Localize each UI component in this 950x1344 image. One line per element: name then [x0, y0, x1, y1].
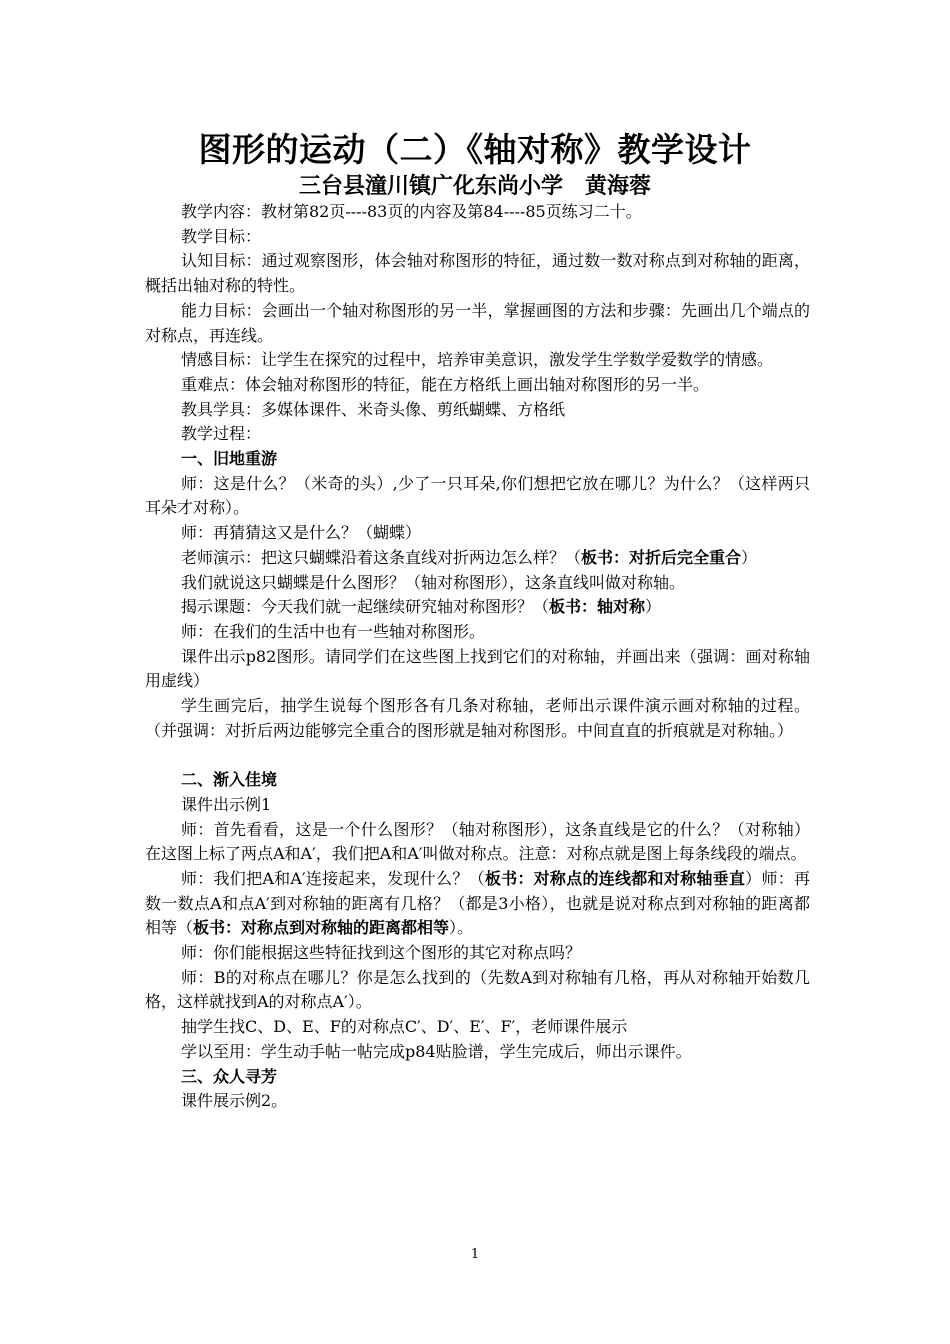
- page-number: 1: [470, 1247, 480, 1262]
- section-heading-text: 二、渐入佳境: [181, 770, 278, 790]
- paragraph-text: ）: [645, 597, 662, 617]
- board-note: 板书：轴对称: [549, 597, 646, 617]
- paragraph: [145, 1015, 810, 1040]
- paragraph-text: 师：再猜猜这又是什么？（蝴蝶）: [181, 523, 422, 543]
- paragraph: [145, 645, 810, 694]
- paragraph-text: ）。: [449, 918, 474, 938]
- paragraph: [145, 299, 810, 348]
- paragraph-text: 能力目标：会画出一个轴对称图形的另一半，掌握画图的方法和步骤：先画出几个端点的对称点，再连线。: [145, 300, 810, 345]
- paragraph: [145, 867, 810, 941]
- paragraph: [145, 200, 810, 225]
- paragraph-text: ）师：再数一数点A和点A′到对称轴的距离有几格？（都是3小格），也就是说对称点到对称轴的距离都相等（: [145, 868, 810, 938]
- document-body: [145, 200, 810, 1114]
- paragraph-text: 课件展示例2。: [181, 1091, 288, 1111]
- section-heading: [145, 768, 810, 793]
- paragraph: [145, 941, 810, 966]
- paragraph-text: 学以至用：学生动手帖一帖完成p84贴脸谱，学生完成后，师出示课件。: [181, 1041, 692, 1061]
- paragraph-text: 师：我们把A和A′连接起来，发现什么？（: [181, 868, 485, 888]
- paragraph-text: 师：这是什么？（米奇的头）,少了一只耳朵,你们想把它放在哪儿？为什么？（这样两只耳朵才对称）。: [145, 473, 810, 518]
- paragraph: [145, 966, 810, 1015]
- paragraph-text: 课件出示p82图形。请同学们在这些图上找到它们的对称轴，并画出来（强调：画对称轴用虚线）: [145, 646, 810, 691]
- paragraph: [145, 373, 810, 398]
- paragraph: [145, 472, 810, 521]
- paragraph: [145, 818, 810, 867]
- paragraph-text: 师：首先看看，这是一个什么图形？（轴对称图形），这条直线是它的什么？（对称轴）在这图上标了两点A和A′，我们把A和A′叫做对称点。注意：对称点就是图上每条线段的端点。: [145, 819, 810, 864]
- section-heading: [145, 447, 810, 472]
- paragraph: [145, 620, 810, 645]
- section-heading-text: 三、众人寻芳: [181, 1066, 278, 1086]
- board-note: 板书：对称点到对称轴的距离都相等: [193, 918, 450, 938]
- paragraph: [145, 1040, 810, 1065]
- paragraph-text: 教学目标：: [181, 226, 262, 246]
- paragraph: [145, 398, 810, 423]
- board-note: 板书：对称点的连线都和对称轴垂直: [484, 868, 746, 888]
- paragraph-text: 师：在我们的生活中也有一些轴对称图形。: [181, 621, 486, 641]
- paragraph: [145, 546, 810, 571]
- paragraph: [145, 521, 810, 546]
- paragraph-text: ）: [741, 547, 758, 567]
- paragraph-text: 认知目标：通过观察图形，体会轴对称图形的特征，通过数一数对称点到对称轴的距离，概括出轴对称的特性。: [145, 251, 810, 296]
- paragraph-text: 师：B的对称点在哪儿？你是怎么找到的（先数A到对称轴有几格，再从对称轴开始数几格，这样就找到A的对称点A′）。: [145, 967, 810, 1012]
- paragraph-text: 教学内容：教材第82页----83页的内容及第84----85页练习二十。: [181, 202, 642, 221]
- paragraph-text: 抽学生找C、D、E、F的对称点C′、D′、E′、F′，老师课件展示: [181, 1017, 628, 1037]
- paragraph-text: 课件出示例1: [181, 794, 272, 814]
- paragraph-text: 教具学具：多媒体课件、米奇头像、剪纸蝴蝶、方格纸: [181, 399, 566, 419]
- paragraph: [145, 1089, 810, 1114]
- paragraph-text: 我们就说这只蝴蝶是什么图形？（轴对称图形），这条直线叫做对称轴。: [181, 572, 686, 592]
- paragraph: [145, 595, 810, 620]
- paragraph: [145, 348, 810, 373]
- blank-line: [145, 743, 810, 768]
- board-note: 板书：对折后完全重合: [581, 547, 742, 567]
- section-heading-text: 一、旧地重游: [181, 449, 278, 469]
- paragraph: [145, 225, 810, 250]
- paragraph: [145, 571, 810, 596]
- paragraph: [145, 793, 810, 818]
- paragraph-text: 学生画完后，抽学生说每个图形各有几条对称轴，老师出示课件演示画对称轴的过程。（并强调：对折后两边能够完全重合的图形就是轴对称图形。中间直直的折痕就是对称轴。）: [145, 696, 810, 740]
- paragraph-text: 重难点：体会轴对称图形的特征，能在方格纸上画出轴对称图形的另一半。: [181, 374, 710, 394]
- paragraph-text: 师：你们能根据这些特征找到这个图形的其它对称点吗？: [181, 943, 582, 963]
- paragraph-text: 情感目标：让学生在探究的过程中，培养审美意识，激发学生学数学爱数学的情感。: [181, 350, 774, 370]
- paragraph: [145, 249, 810, 298]
- paragraph-text: 揭示课题：今天我们就一起继续研究轴对称图形？（: [181, 597, 550, 617]
- paragraph-text: 老师演示：把这只蝴蝶沿着这条直线对折两边怎么样？（: [181, 547, 582, 567]
- paragraph: [145, 422, 810, 447]
- author-line: 三台县潼川镇广化东尚小学 黄海蓉: [298, 174, 651, 199]
- paragraph-text: 教学过程：: [181, 424, 262, 444]
- section-heading: [145, 1065, 810, 1090]
- document-title: 图形的运动（二）《轴对称》教学设计: [198, 130, 752, 169]
- paragraph: [145, 694, 810, 743]
